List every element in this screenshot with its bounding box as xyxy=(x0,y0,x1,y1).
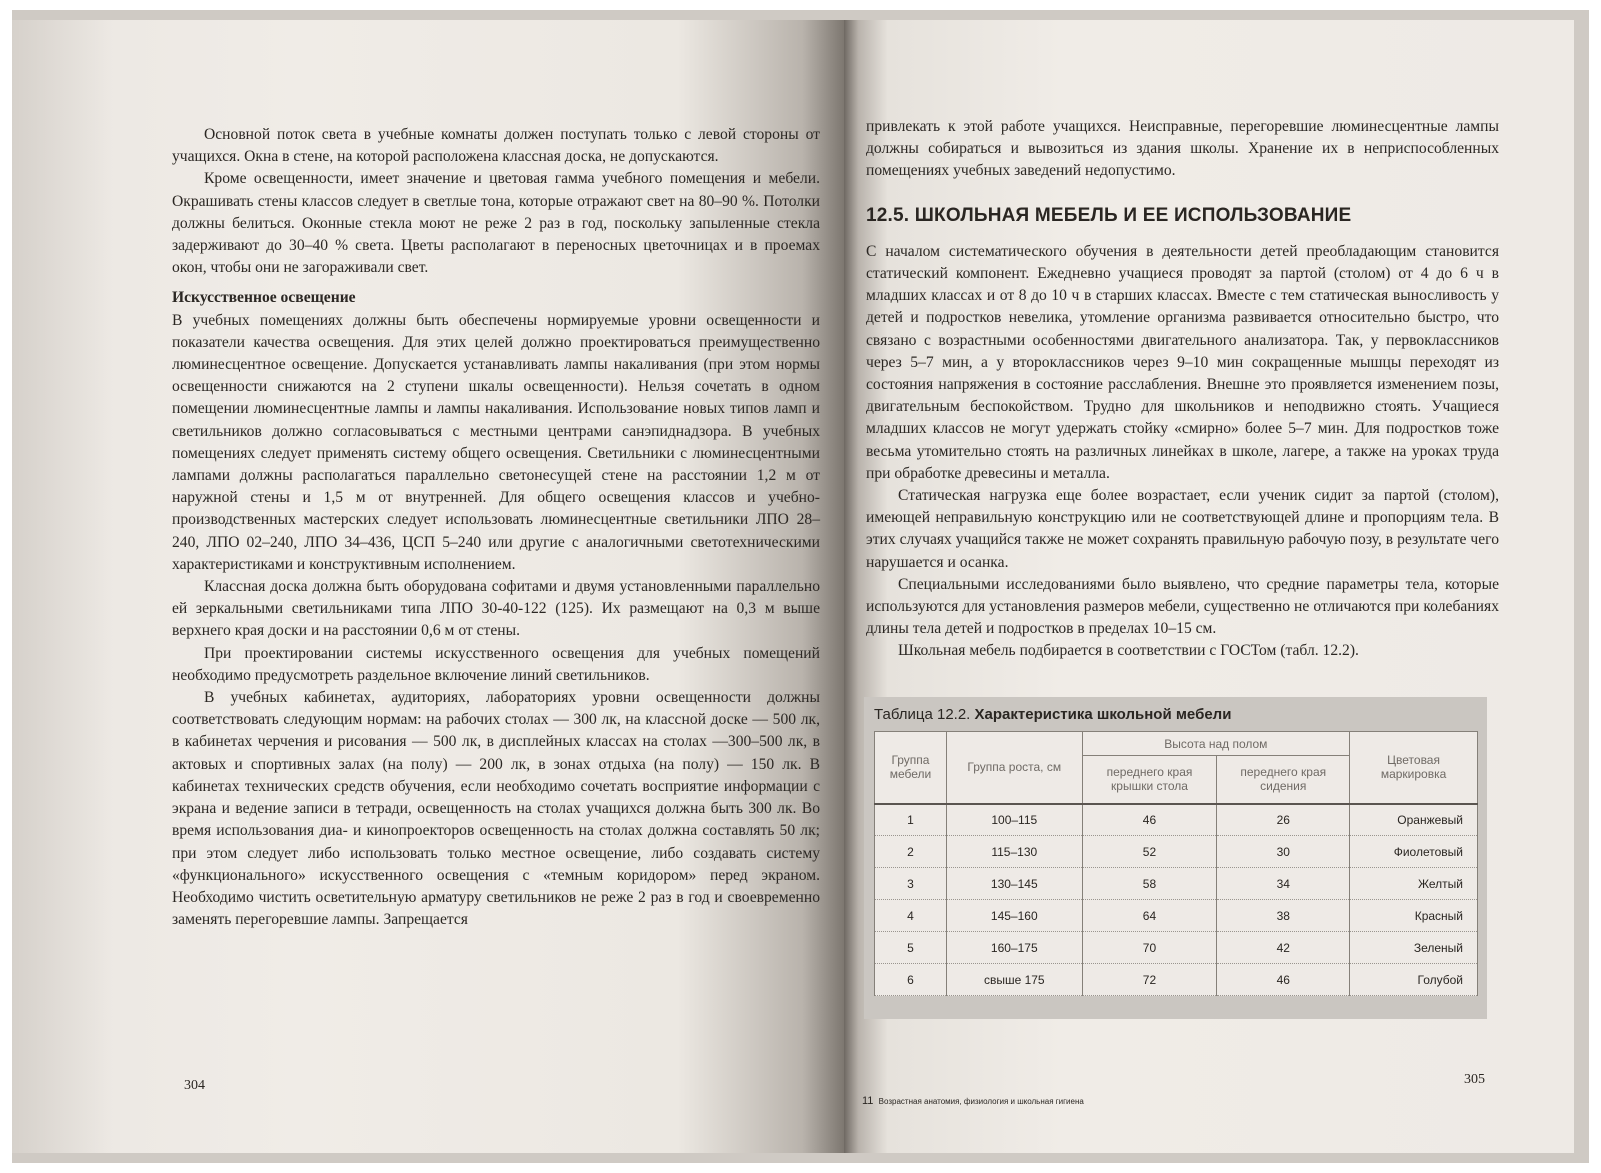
cell-color: Красный xyxy=(1350,900,1478,932)
cell-height: 115–130 xyxy=(946,836,1082,868)
cell-group: 5 xyxy=(875,932,947,964)
table-row xyxy=(875,900,1478,932)
cell-seat: 42 xyxy=(1217,932,1350,964)
table-row xyxy=(875,964,1478,996)
furniture-table xyxy=(874,731,1478,996)
footer-imprint xyxy=(862,1095,1084,1107)
book-spread xyxy=(12,10,1589,1163)
cell-color: Фиолетовый xyxy=(1350,836,1478,868)
cell-group: 4 xyxy=(875,900,947,932)
subheading-artificial-lighting: Искусственное освещение xyxy=(172,289,356,307)
cell-seat: 26 xyxy=(1217,804,1350,836)
header-seat-edge: переднего края сидения xyxy=(1217,756,1350,804)
paragraph: Школьная мебель подбирается в соответствии с ГОСТом (табл. 12.2). xyxy=(898,642,1359,660)
cell-height: свыше 175 xyxy=(946,964,1082,996)
table-row xyxy=(875,804,1478,836)
cell-seat: 34 xyxy=(1217,868,1350,900)
header-group: Группа мебели xyxy=(875,732,947,804)
cell-desk: 52 xyxy=(1082,836,1217,868)
table-row xyxy=(875,868,1478,900)
cell-height: 145–160 xyxy=(946,900,1082,932)
cell-color: Желтый xyxy=(1350,868,1478,900)
header-height-over-floor: Высота над полом xyxy=(1082,732,1350,756)
header-color-marking: Цветовая маркировка xyxy=(1350,732,1478,804)
cell-group: 1 xyxy=(875,804,947,836)
paragraph: При проектировании системы искусственного освещения для учебных помещений необходимо предусмотреть раздельное включение линий светильников. xyxy=(172,644,820,684)
cell-desk: 72 xyxy=(1082,964,1217,996)
cell-seat: 46 xyxy=(1217,964,1350,996)
cell-height: 130–145 xyxy=(946,868,1082,900)
paragraph: В учебных кабинетах, аудиториях, лабораториях уровни освещенности должны соответствовать следующим нормам: на рабочих столах — 300 лк, на классной доске — 500 лк, в кабинетах черчения и рисования — 500 лк, в дисплейных классах на столах —300–500 лк, в актовых и спортивных залах (на полу) — 200 лк, в зонах отдыха (на полу) — 150 лк. В кабинетах технических средств обучения, если необходимо сочетать восприятие информации с экрана и ведение записи в тетради, освещенность на столах учащихся должна быть 300 лк. Во время использования диа- и кинопроекторов освещенность на столах должна составлять 50 лк; при этом следует либо использовать только местное освещение, либо создавать систему «функционального» искусственного освещения с «темным коридором» перед экраном. Необходимо чистить осветительную арматуру светильников не реже 2 раз в год и своевременно заменять перегоревшие лампы. Запрещается xyxy=(172,689,820,929)
right-page xyxy=(844,20,1574,1153)
cell-color: Оранжевый xyxy=(1350,804,1478,836)
table-caption xyxy=(874,706,1477,723)
cell-group: 6 xyxy=(875,964,947,996)
header-desk-edge: переднего края крышки стола xyxy=(1082,756,1217,804)
cell-height: 100–115 xyxy=(946,804,1082,836)
cell-desk: 46 xyxy=(1082,804,1217,836)
table-caption-prefix: Таблица 12.2. xyxy=(874,706,971,723)
cell-group: 3 xyxy=(875,868,947,900)
right-page-text xyxy=(866,116,1499,663)
page-number-right: 305 xyxy=(1464,1072,1485,1087)
table-caption-title: Характеристика школьной мебели xyxy=(974,706,1232,723)
paragraph: Специальными исследованиями было выявлено, что средние параметры тела, которые используются для установления размеров мебели, существенно не отличаются при колебаниях длины тела детей и подростков в пределах 10–15 см. xyxy=(866,575,1499,638)
header-height-group: Группа роста, см xyxy=(946,732,1082,804)
cell-desk: 70 xyxy=(1082,932,1217,964)
cell-seat: 30 xyxy=(1217,836,1350,868)
cell-seat: 38 xyxy=(1217,900,1350,932)
footer-book-title: Возрастная анатомия, физиология и школьная гигиена xyxy=(878,1097,1084,1106)
footer-signature-number: 11 xyxy=(862,1095,874,1107)
paragraph: С началом систематического обучения в деятельности детей преобладающим становится статический компонент. Ежедневно учащиеся проводят за партой (столом) от 4 до 6 ч в младших классах и от 8 до 10 ч в старших классах. Вместе с тем статическая выносливость у детей и подростков невелика, утомление организма развивается относительно быстро, что связано с возрастными особенностями двигательного анализатора. Так, у первоклассников через 5–7 мин, а у второклассников через 9–10 мин сокращенные мышцы переходят из состояния напряжения в состояние расслабления. Внешне это проявляется изменением позы, двигательным беспокойством. Трудно для школьников и неподвижно стоять. Учащиеся младших классов не могут удержать стойку «смирно» более 5–7 мин. Для подростков тоже весьма утомительно стоять на различных линейках в школе, лагере, а также на уроках труда при обработке древесины и металла. xyxy=(866,242,1499,482)
paragraph: Статическая нагрузка еще более возрастает, если ученик сидит за партой (столом), имеющей неправильную конструкцию или не соответствующей длине и пропорциям тела. В этих случаях учащийся также не может сохранять правильную рабочую позу, в результате чего нарушается и осанка. xyxy=(866,487,1499,571)
cell-desk: 64 xyxy=(1082,900,1217,932)
cell-color: Зеленый xyxy=(1350,932,1478,964)
paragraph: Кроме освещенности, имеет значение и цветовая гамма учебного помещения и мебели. Окрашивать стены классов следует в светлые тона, которые отражают свет на 80–90 %. Потолки должны белиться. Оконные стекла моют не реже 2 раз в год, поскольку запыленные стекла задерживают до 30–40 % света. Цветы располагают в переносных цветочницах и в проемах окон, чтобы они не загораживали свет. xyxy=(172,170,820,277)
cell-color: Голубой xyxy=(1350,964,1478,996)
paragraph: привлекать к этой работе учащихся. Неисправные, перегоревшие люминесцентные лампы должны собираться и вывозиться из здания школы. Хранение их в неприспособленных помещениях учебных заведений недопустимо. xyxy=(866,118,1499,180)
cell-height: 160–175 xyxy=(946,932,1082,964)
paragraph: Классная доска должна быть оборудована софитами и двумя установленными параллельно ей зеркальными светильниками типа ЛПО 30-40-122 (125). Их размещают на 0,3 м выше верхнего края доски и на расстоянии 0,6 м от стены. xyxy=(172,578,820,640)
paragraph: Основной поток света в учебные комнаты должен поступать только с левой стороны от учащихся. Окна в стене, на которой расположена классная доска, не допускаются. xyxy=(172,126,820,166)
section-heading: 12.5. ШКОЛЬНАЯ МЕБЕЛЬ И ЕЕ ИСПОЛЬЗОВАНИЕ xyxy=(866,204,1352,226)
left-page xyxy=(12,20,844,1153)
cell-desk: 58 xyxy=(1082,868,1217,900)
furniture-table-block xyxy=(864,697,1487,1019)
cell-group: 2 xyxy=(875,836,947,868)
page-edge-shadow xyxy=(12,20,112,1153)
table-row xyxy=(875,932,1478,964)
paragraph: В учебных помещениях должны быть обеспечены нормируемые уровни освещенности и показатели качества освещения. Для этих целей должно проектироваться преимущественно люминесцентное освещение. Допускается устанавливать лампы накаливания (при этом нормы освещенности снижаются на 2 ступени шкалы освещенности). Нельзя сочетать в одном помещении люминесцентные лампы и лампы накаливания. Использование новых типов ламп и светильников должно согласовываться с местными центрами санэпиднадзора. В учебных помещениях следует применять систему общего освещения. Светильники с люминесцентными лампами должны располагаться параллельно светонесущей стене на расстоянии 1,2 м от наружной стены и 1,5 м от внутренней. Для общего освещения классов и учебно-производственных мастерских следует использовать люминесцентные светильники ЛПО 28–240, ЛПО 02–240, ЛПО 34–436, ЦСП 5–240 или другие с аналогичными светотехническими характеристиками и конструктивным исполнением. xyxy=(172,311,820,573)
table-row xyxy=(875,836,1478,868)
page-number-left: 304 xyxy=(184,1078,205,1093)
left-page-text xyxy=(172,124,820,931)
